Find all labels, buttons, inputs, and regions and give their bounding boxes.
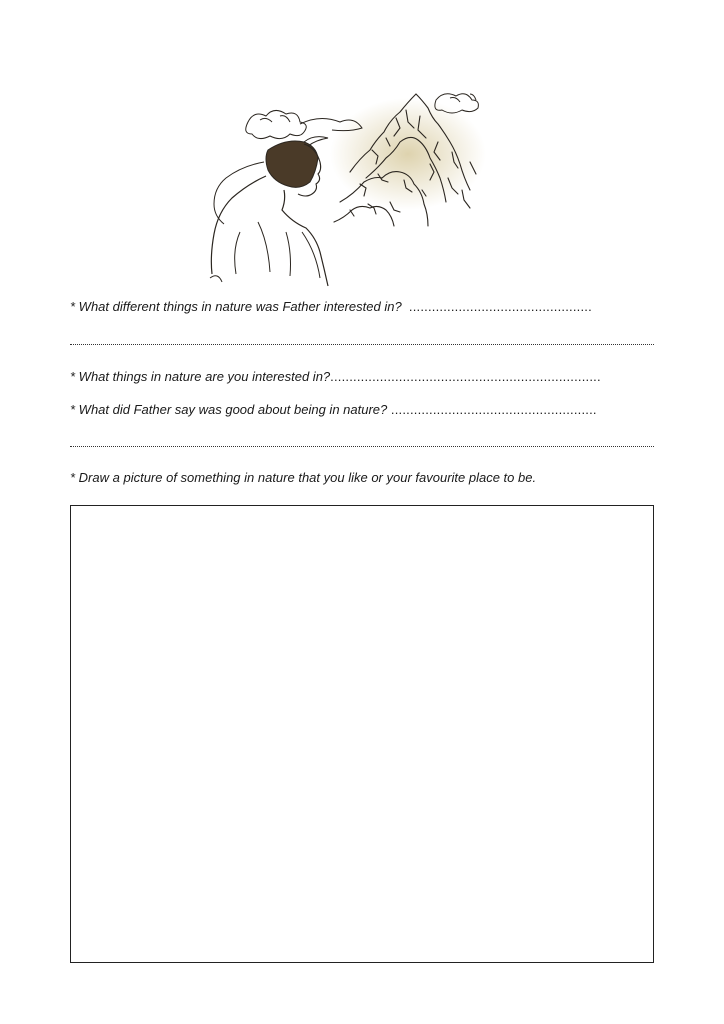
- answer-line-1a[interactable]: ................................................: [408, 299, 592, 314]
- question-3: [70, 402, 654, 418]
- question-1-spacer: [402, 299, 409, 314]
- man-looking-at-mountains-illustration: [200, 82, 500, 288]
- question-2-prompt: * What things in nature are you interested in?: [70, 369, 331, 384]
- question-3-prompt: * What did Father say was good about being in nature?: [70, 402, 388, 417]
- question-1: [70, 299, 654, 315]
- man-figure-icon: [210, 137, 328, 286]
- question-2: [70, 369, 654, 385]
- answer-line-3a[interactable]: ......................................................: [390, 402, 597, 417]
- cloud-right-icon: [435, 94, 479, 113]
- answer-line-1b[interactable]: [70, 344, 654, 345]
- answer-line-3b[interactable]: [70, 446, 654, 447]
- drawing-area[interactable]: [70, 505, 654, 963]
- answer-line-2[interactable]: .......................................................................: [330, 369, 601, 384]
- question-1-prompt: * What different things in nature was Father interested in?: [70, 299, 402, 314]
- draw-prompt: * Draw a picture of something in nature that you like or your favourite place to be.: [70, 470, 537, 485]
- hair: [266, 141, 318, 187]
